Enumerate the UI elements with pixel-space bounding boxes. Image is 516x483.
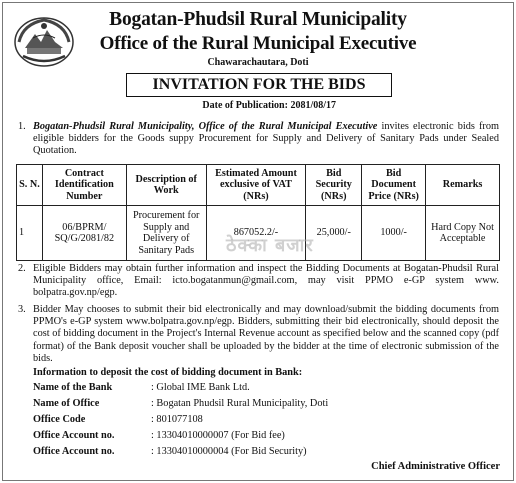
- para1-rest: invites electronic bids from eligible bidders for the Goods suppy Procurement for Supply and Delivery of Sanitary Pads under Sealed Quotation.: [33, 121, 500, 157]
- bank-info-value: : 801077108: [151, 414, 203, 425]
- municipality-name: Bogatan-Phudsil Rural Municipality: [109, 9, 407, 30]
- cell-contract-id: 06/BPRM/ SQ/G/2081/82: [42, 206, 126, 261]
- para1-number: 1.: [18, 121, 26, 132]
- cell-bid-security: 25,000/-: [306, 206, 362, 261]
- para2-number: 2.: [18, 263, 26, 274]
- bank-info-label: Name of the Bank: [33, 382, 113, 393]
- office-name: Office of the Rural Municipal Executive: [99, 33, 417, 54]
- bank-info-heading: Information to deposit the cost of bidding document in Bank:: [33, 367, 303, 378]
- para3-text: Bidder May chooses to submit their bid electronically and may download/submit the bidding documents from PPMO's e-GP system www.bolpatra.gov.np/egp. Bidders, submitting their bid electronically, should deposit the cost of bidding document in the Project's Internal Revenue account as specified below and the scanned copy (pdf format) of the Bank deposit voucher shall be uploaded by the bidder at the time of electronic submission of the bids.: [33, 304, 499, 364]
- col-header-sn: S. N.: [17, 165, 43, 206]
- cell-description: Procurement for Supply and Delivery of Sanitary Pads: [126, 206, 206, 261]
- bank-info-label: Office Code: [33, 414, 86, 425]
- cell-sn: 1: [17, 206, 43, 261]
- col-header-estimated-amount: Estimated Amount exclusive of VAT (NRs): [206, 165, 306, 206]
- cell-document-price: 1000/-: [362, 206, 426, 261]
- notice-title: INVITATION FOR THE BIDS: [126, 73, 392, 97]
- col-header-contract-id: Contract Identification Number: [42, 165, 126, 206]
- bank-info-label: Office Account no.: [33, 446, 115, 457]
- bank-info-label: Name of Office: [33, 398, 100, 409]
- col-header-bid-security: Bid Security (NRs): [306, 165, 362, 206]
- para2-text: Eligible Bidders may obtain further information and inspect the Bidding Documents at Bogatan-Phudsil Rural Municipality office, Email: icto.bogatanmun@gmail.com, may visit PPMO e-GP system www. bolpatra.gov.np/egp.: [33, 263, 499, 299]
- cell-remarks: Hard Copy Not Acceptable: [426, 206, 500, 261]
- para3-number: 3.: [18, 304, 26, 315]
- office-address: Chawarachautara, Doti: [207, 57, 309, 68]
- para1-lead: Bogatan-Phudsil Rural Municipality, Office of the Rural Municipal Executive: [33, 121, 378, 132]
- table-header-row: [17, 165, 500, 206]
- para1-text: [33, 121, 499, 158]
- col-header-remarks: Remarks: [426, 165, 500, 206]
- col-header-document-price: Bid Document Price (NRs): [362, 165, 426, 206]
- bank-info-value: : Global IME Bank Ltd.: [151, 382, 250, 393]
- col-header-description: Description of Work: [126, 165, 206, 206]
- bank-info-label: Office Account no.: [33, 430, 115, 441]
- publication-date: Date of Publication: 2081/08/17: [202, 100, 336, 111]
- bank-info-value: : Bogatan Phudsil Rural Municipality, Doti: [151, 398, 329, 409]
- cell-estimated-amount: 867052.2/-: [206, 206, 306, 261]
- signatory-title: Chief Administrative Officer: [371, 461, 500, 472]
- bank-info-value: : 13304010000004 (For Bid Security): [151, 446, 307, 457]
- watermark: ठेक्का बजार: [226, 235, 314, 256]
- bank-info-value: : 13304010000007 (For Bid fee): [151, 430, 285, 441]
